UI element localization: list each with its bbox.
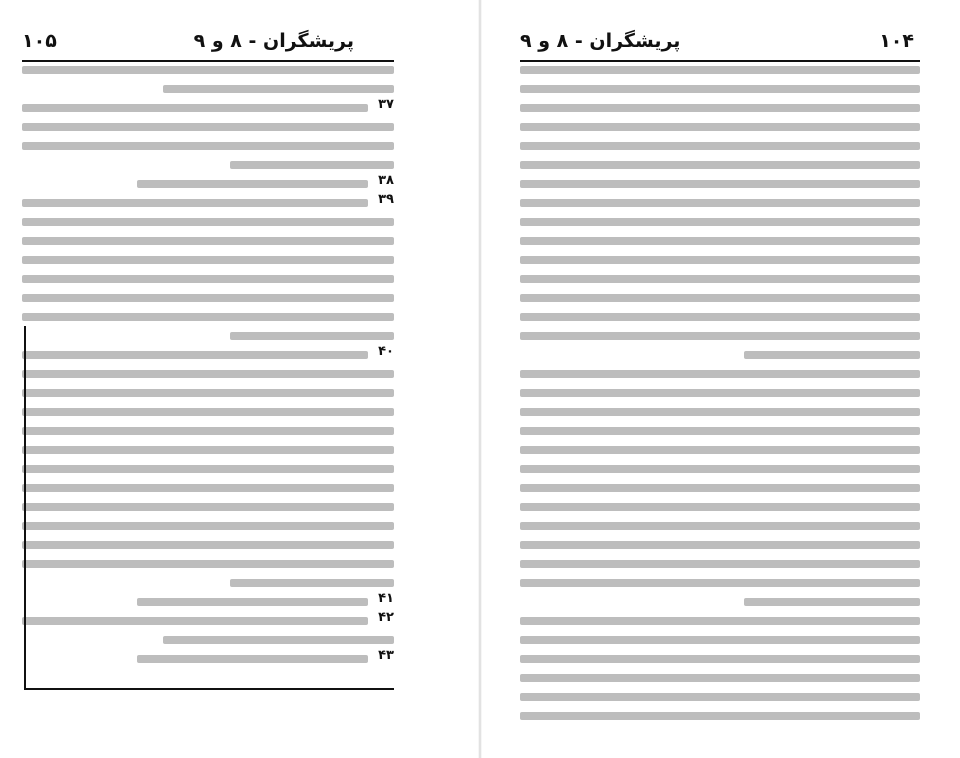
left-text-column xyxy=(22,66,394,663)
right-header-rule xyxy=(520,60,920,62)
right-text-column xyxy=(520,66,920,756)
right-page xyxy=(490,0,960,758)
left-page-header xyxy=(22,26,394,60)
book-spine-shadow xyxy=(478,0,482,758)
paragraph xyxy=(520,370,920,606)
endnote: ۴۳ xyxy=(22,655,394,663)
endnote: ۳۷ xyxy=(22,104,394,169)
endnote: ۴۲ xyxy=(22,617,394,644)
paragraph xyxy=(520,617,920,720)
left-running-title: پریشگران - ۸ و ۹ xyxy=(193,30,354,52)
left-page xyxy=(0,0,470,758)
endnote: ۳۸ xyxy=(22,180,394,188)
endnote: ۴۰ xyxy=(22,351,394,587)
right-page-header xyxy=(520,26,920,60)
left-header-rule xyxy=(22,60,394,62)
right-running-title: پریشگران - ۸ و ۹ xyxy=(520,30,681,52)
paragraph xyxy=(520,66,920,359)
right-page-number: ۱۰۴ xyxy=(879,30,914,52)
left-page-number: ۱۰۵ xyxy=(22,30,57,52)
left-bottom-rule xyxy=(24,688,394,690)
note-continuation xyxy=(22,66,394,93)
left-margin-bracket xyxy=(24,326,26,690)
endnote: ۳۹ xyxy=(22,199,394,340)
endnote: ۴۱ xyxy=(22,598,394,606)
